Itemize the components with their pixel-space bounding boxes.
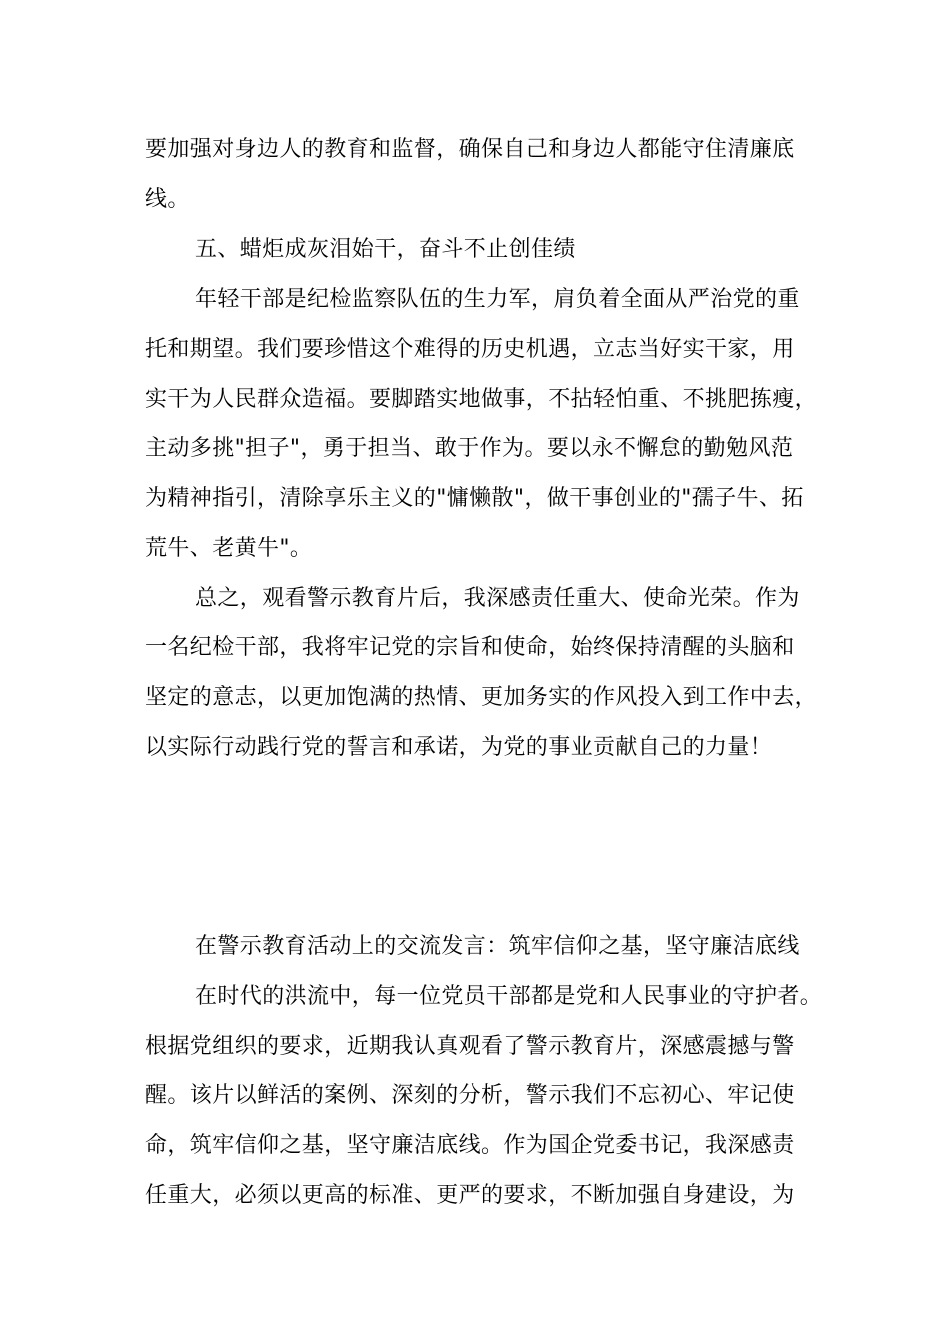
paragraph-line: 托和期望。我们要珍惜这个难得的历史机遇，立志当好实干家，用 [145,337,795,362]
paragraph-line: 根据党组织的要求，近期我认真观看了警示教育片，深感震撼与警 [145,1034,795,1059]
paragraph-line: 坚定的意志，以更加饱满的热情、更加务实的作风投入到工作中去， [145,685,818,710]
paragraph-line: 任重大，必须以更高的标准、更严的要求，不断加强自身建设，为 [145,1183,795,1208]
paragraph-line: 主动多挑"担子"，勇于担当、敢于作为。要以永不懈怠的勤勉风范 [145,436,794,461]
paragraph-line: 醒。该片以鲜活的案例、深刻的分析，警示我们不忘初心、牢记使 [145,1083,795,1108]
paragraph-line: 总之，观看警示教育片后，我深感责任重大、使命光荣。作为 [195,586,800,611]
section-heading: 五、蜡炬成灰泪始干，奋斗不止创佳绩 [195,237,576,262]
paragraph-line: 实干为人民群众造福。要脚踏实地做事，不拈轻怕重、不挑肥拣瘦， [145,387,818,412]
paragraph-line: 一名纪检干部，我将牢记党的宗旨和使命，始终保持清醒的头脑和 [145,635,795,660]
paragraph-line: 命，筑牢信仰之基，坚守廉洁底线。作为国企党委书记，我深感责 [145,1133,795,1158]
paragraph-line: 荒牛、老黄牛"。 [145,536,313,561]
paragraph-line: 线。 [145,187,190,212]
document-title: 在警示教育活动上的交流发言：筑牢信仰之基，坚守廉洁底线 [195,934,800,959]
paragraph-line: 年轻干部是纪检监察队伍的生力军，肩负着全面从严治党的重 [195,287,800,312]
paragraph-line: 在时代的洪流中，每一位党员干部都是党和人民事业的守护者。 [195,984,823,1009]
paragraph-line: 要加强对身边人的教育和监督，确保自己和身边人都能守住清廉底 [145,137,795,162]
paragraph-line: 以实际行动践行党的誓言和承诺，为党的事业贡献自己的力量！ [145,735,773,760]
paragraph-line: 为精神指引，清除享乐主义的"慵懒散"，做干事创业的"孺子牛、拓 [145,486,804,511]
